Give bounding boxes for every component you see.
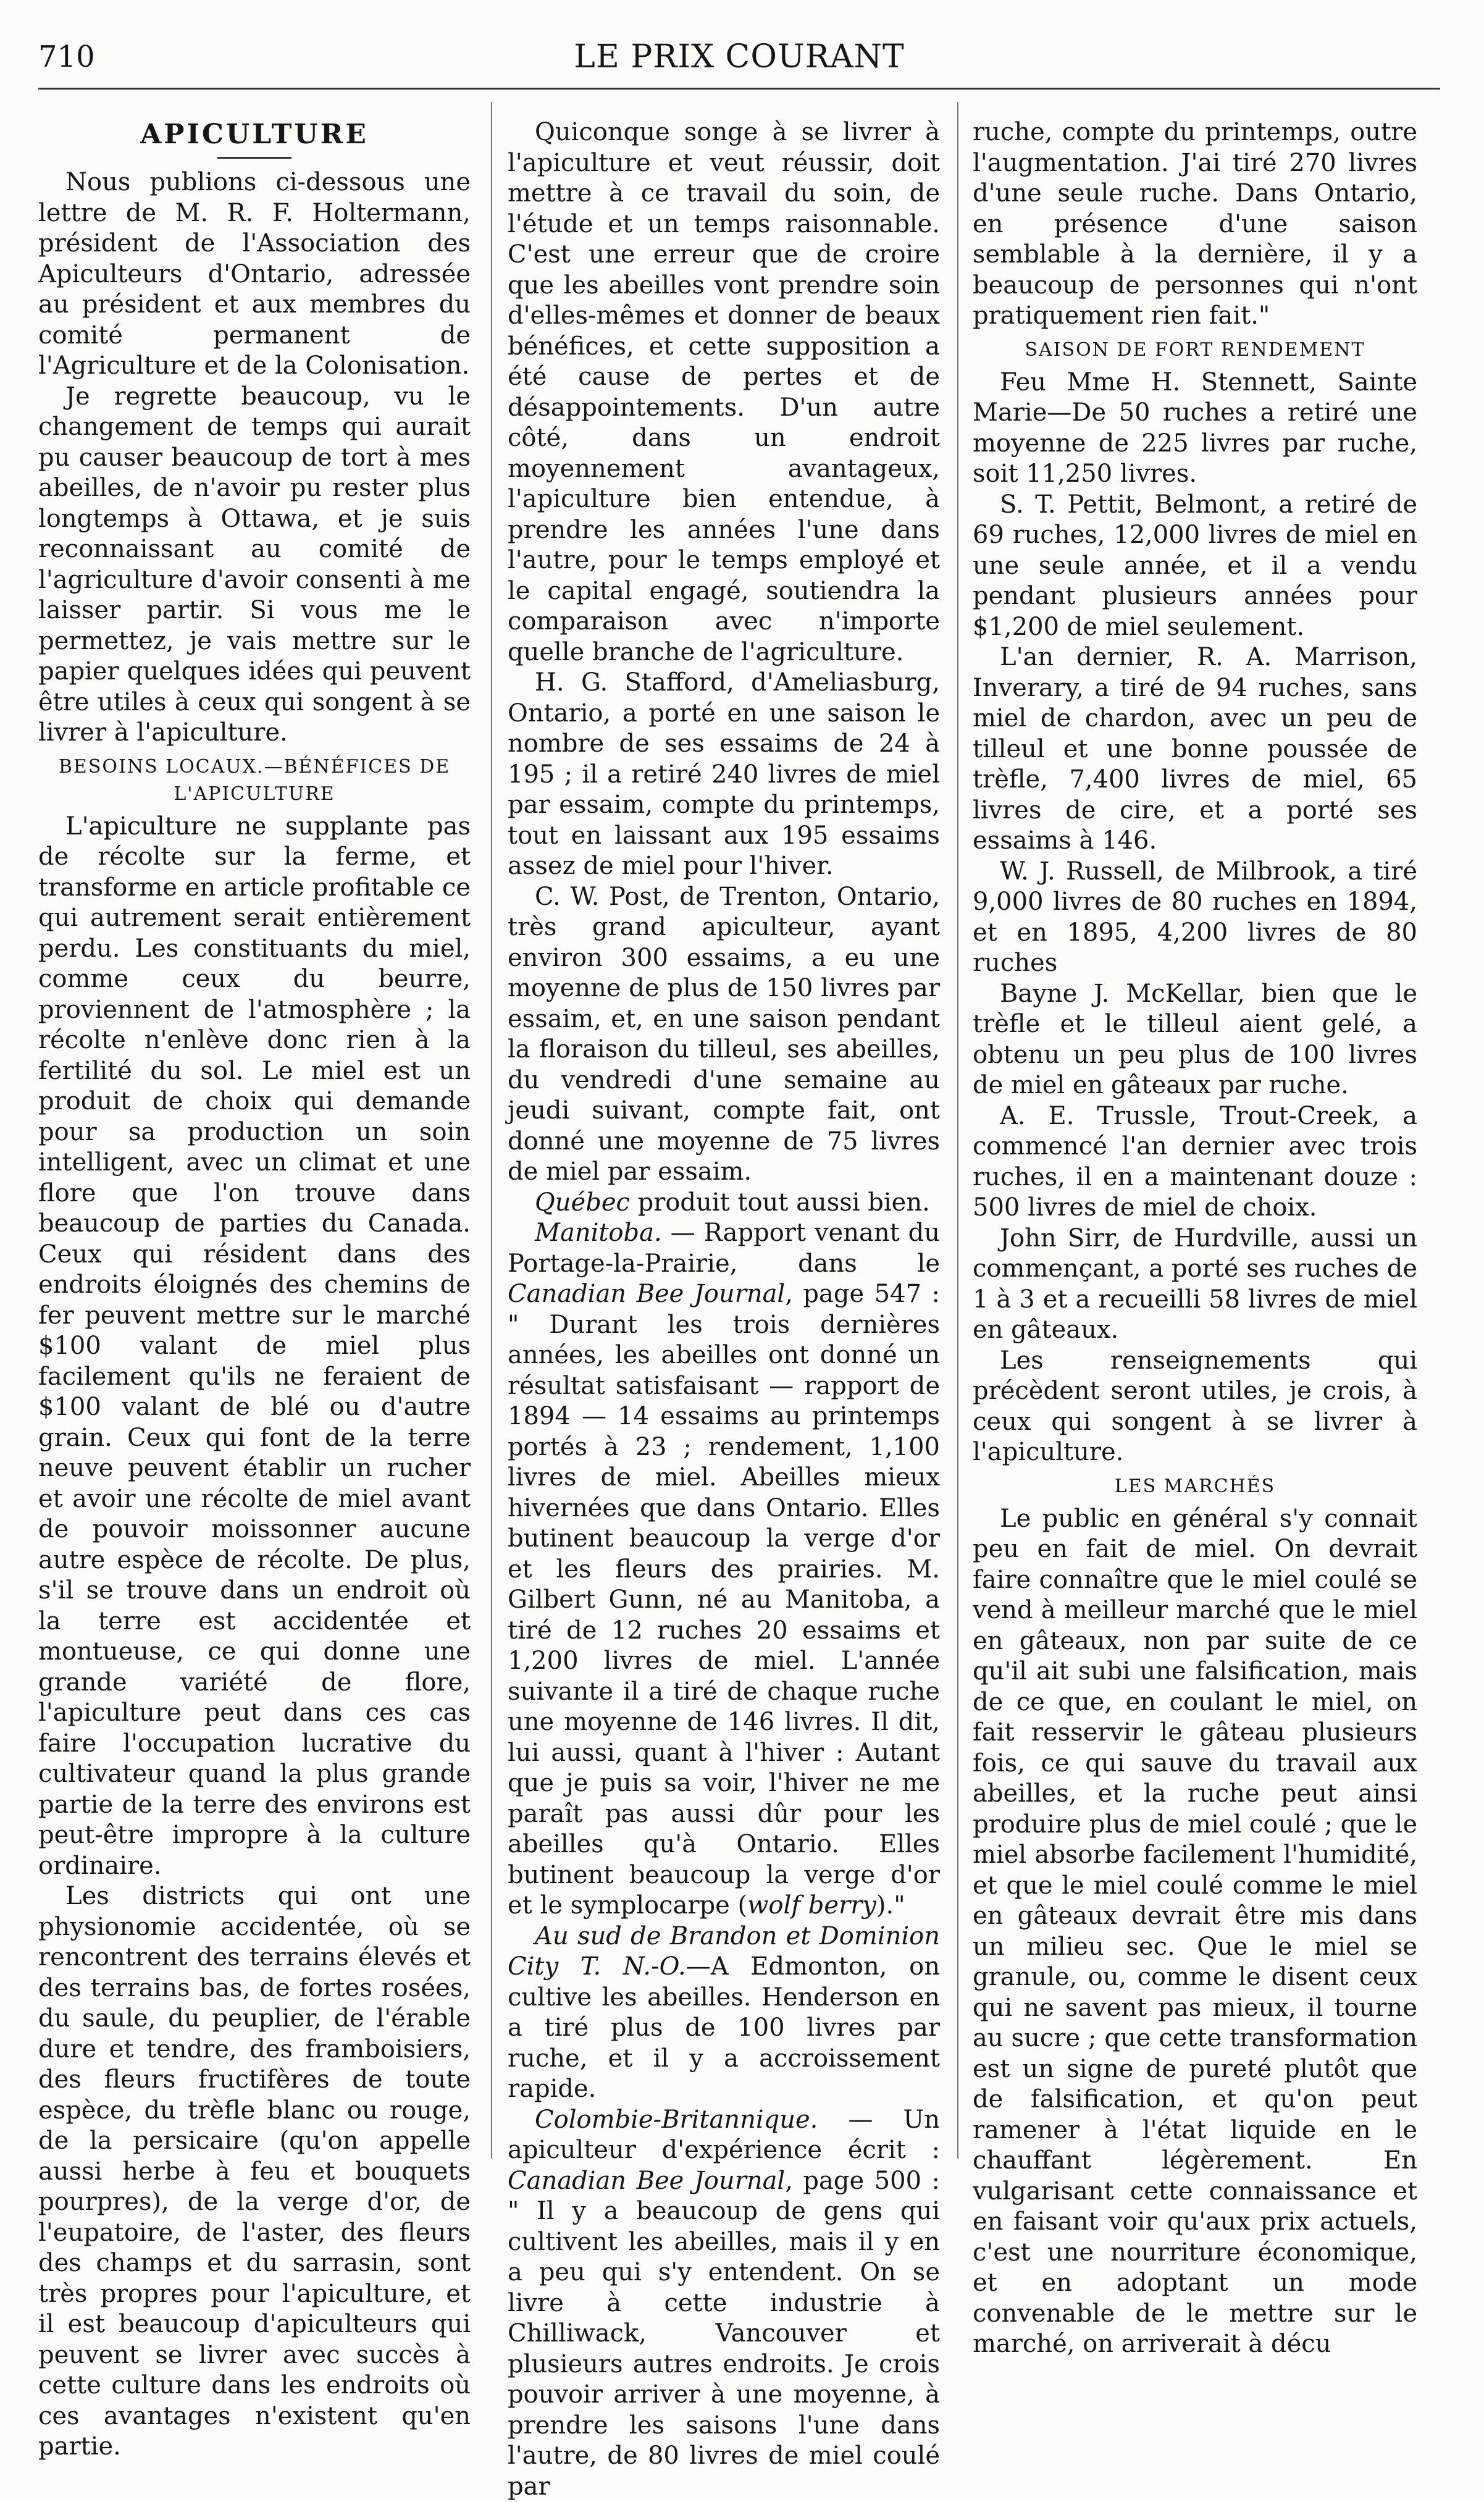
- header-rule: [38, 88, 1440, 90]
- paragraph: [508, 1218, 940, 1921]
- text: ).": [876, 1891, 905, 1920]
- text: , page 500 : " Il y a beaucoup de gens qui cultivent les abeilles, mais il y en a peu qui s'y entendent. On se livre à cette industrie à Chilliwack, Vancouver et plusieurs autres endroits. Je crois pouvoir arriver à une moyenne, à prendre les saisons l'une dans l'autre, de 80 livres de miel coulé par: [508, 2167, 940, 2501]
- column-3: [973, 117, 1417, 2143]
- italic-text: Canadian Bee Journal: [508, 2167, 785, 2195]
- paragraph: W. J. Russell, de Milbrook, a tiré 9,000 livres de 80 ruches en 1894, et en 1895, 4,200 livres de 80 ruches: [973, 857, 1417, 979]
- italic-text: Au sud de Brandon et Dominion City T. N.-O.: [508, 1922, 940, 1981]
- paragraph: Les renseignements qui précèdent seront utiles, je crois, à ceux qui songent à se livrer à l'apiculture.: [973, 1346, 1417, 1468]
- italic-text: Canadian Bee Journal: [508, 1280, 785, 1308]
- italic-text: Manitoba.: [535, 1219, 662, 1247]
- column-1: [38, 117, 471, 2143]
- paragraph: Quiconque songe à se livrer à l'apiculture et veut réussir, doit mettre à ce travail du soin, de l'étude et un temps raisonnable. C'est une erreur que de croire que les abeilles vont prendre soin d'elles-mêmes et donner de beaux bénéfices, et cette supposition a été cause de pertes et de désappointements. D'un autre côté, dans un endroit moyennement avantageux, l'apiculture bien entendue, à prendre les années l'une dans l'autre, pour le temps employé et le capital engagé, soutiendra la comparaison avec n'importe quelle branche de l'agriculture.: [508, 117, 940, 668]
- paragraph: ruche, compte du printemps, outre l'augmentation. J'ai tiré 270 livres d'une seule ruche. Dans Ontario, en présence d'une saison semblable à la dernière, il y a beaucoup de personnes qui n'ont pratiquement rien fait.": [973, 117, 1417, 332]
- text: — Un apiculteur d'expérience écrit :: [508, 2105, 940, 2165]
- text: — Rapport venant du Portage-la-Prairie, dans le: [508, 1219, 940, 1278]
- paragraph: Je regrette beaucoup, vu le changement de temps qui aurait pu causer beaucoup de tort à mes abeilles, de n'avoir pu rester plus longtemps à Ottawa, et je suis reconnaissant au comité de l'agriculture d'avoir consenti à me laisser partir. Si vous me le permettez, je vais mettre sur le papier quelques idées qui peuvent être utiles à ceux qui songent à se livrer à l'apiculture.: [38, 382, 471, 749]
- section-subhead: SAISON DE FORT RENDEMENT: [973, 337, 1417, 364]
- text: produit tout aussi bien.: [630, 1188, 930, 1217]
- text: , page 547 : " Durant les trois dernières années, les abeilles ont donné un résultat satisfaisant — rapport de 1894 — 14 essaims au printemps portés à 23 ; rendement, 1,100 livres de miel. Abeilles mieux hivernées que dans Ontario. Elles butinent beaucoup la verge d'or et les fleurs des prairies. M. Gilbert Gunn, né au Manitoba, a tiré de 12 ruches 20 essaims et 1,200 livres de miel. L'année suivante il a tiré de chaque ruche une moyenne de 146 livres. Il dit, lui aussi, quant à l'hiver : Autant que je puis sa voir, l'hiver ne me paraît pas aussi dûr pour les abeilles qu'à Ontario. Elles butinent beaucoup la verge d'or et le symplocarpe (: [508, 1280, 940, 1920]
- paragraph: Nous publions ci-dessous une lettre de M. R. F. Holtermann, président de l'Association des Apiculteurs d'Ontario, adressée au président et aux membres du comité permanent de l'Agriculture et de la Colonisation.: [38, 167, 471, 382]
- paragraph: L'apiculture ne supplante pas de récolte sur la ferme, et transforme en article profitable ce qui autrement serait entièrement perdu. Les constituants du miel, comme ceux du beurre, proviennent de l'atmosphère ; la récolte n'enlève donc rien à la fertilité du sol. Le miel est un produit de choix qui demande pour sa production un soin intelligent, avec un climat et une flore que l'on trouve dans beaucoup de parties du Canada. Ceux qui résident dans des endroits éloignés des chemins de fer peuvent mettre sur le marché $100 valant de miel plus facilement qu'ils ne feraient de $100 valant de blé ou d'autre grain. Ceux qui font de la terre neuve peuvent établir un rucher et avoir une récolte de miel avant de pouvoir moissonner aucune autre espèce de récolte. De plus, s'il se trouve dans un endroit où la terre est accidentée et montueuse, ce qui donne une grande variété de flore, l'apiculture peut dans ces cas faire l'occupation lucrative du cultivateur quand la plus grande partie de la terre des environs est peut-être impropre à la culture ordinaire.: [38, 812, 471, 1882]
- paragraph: Feu Mme H. Stennett, Sainte Marie—De 50 ruches a retiré une moyenne de 225 livres par ruche, soit 11,250 livres.: [973, 367, 1417, 490]
- paragraph: S. T. Pettit, Belmont, a retiré de 69 ruches, 12,000 livres de miel en une seule année, et il a vendu pendant plusieurs années pour $1,200 de miel seulement.: [973, 490, 1417, 643]
- paragraph: Bayne J. McKellar, bien que le trèfle et le tilleul aient gelé, a obtenu un peu plus de 100 livres de miel en gâteaux par ruche.: [973, 979, 1417, 1101]
- paragraph: A. E. Trussle, Trout-Creek, a commencé l'an dernier avec trois ruches, il en a maintenant douze : 500 livres de miel de choix.: [973, 1101, 1417, 1224]
- paragraph: [508, 1188, 940, 1219]
- page-number: 710: [38, 40, 95, 74]
- paragraph: Les districts qui ont une physionomie accidentée, où se rencontrent des terrains élevés et des terrains bas, de fortes rosées, du saule, du peuplier, de l'érable dure et tendre, des framboisiers, des fleurs fructifères de toute espèce, du trèfle blanc ou rouge, de la persicaire (qu'on appelle aussi herbe à feu et bouquets pourpres), de la verge d'or, de l'eupatoire, de l'aster, des fleurs des champs et du sarrasin, sont très propres pour l'apiculture, et il est beaucoup d'apiculteurs qui peuvent se livrer avec succès à cette culture dans les endroits où ces avantages n'existent qu'en partie.: [38, 1881, 471, 2462]
- section-subhead: BESOINS LOCAUX.—BÉNÉFICES DE L'APICULTURE: [38, 754, 471, 808]
- paragraph: L'an dernier, R. A. Marrison, Inverary, a tiré de 94 ruches, sans miel de chardon, avec un peu de tilleul et une bonne poussée de trèfle, 7,400 livres de miel, 65 livres de cire, et a porté ses essaims à 146.: [973, 642, 1417, 857]
- paragraph: H. G. Stafford, d'Ameliasburg, Ontario, a porté en une saison le nombre de ses essaims de 24 à 195 ; il a retiré 240 livres de miel par essaim, compte du printemps, tout en laissant aux 195 essaims assez de miel pour l'hiver.: [508, 668, 940, 882]
- italic-text: Colombie-Britannique.: [535, 2105, 818, 2134]
- title-rule: [217, 157, 291, 159]
- paragraph: John Sirr, de Hurdville, aussi un commençant, a porté ses ruches de 1 à 3 et a recueilli 58 livres de miel en gâteaux.: [973, 1224, 1417, 1346]
- paragraph: [508, 1921, 940, 2105]
- column-2: [508, 117, 940, 2143]
- text: —A Edmonton, on cultive les abeilles. Henderson en a tiré plus de 100 livres par ruche, et il y a accroissement rapide.: [508, 1952, 940, 2103]
- paragraph: [508, 2105, 940, 2502]
- column-divider: [491, 102, 492, 2159]
- paragraph: C. W. Post, de Trenton, Ontario, très grand apiculteur, ayant environ 300 essaims, a eu une moyenne de plus de 150 livres par essaim, et, en une saison pendant la floraison du tilleul, ses abeilles, du vendredi d'une semaine au jeudi suivant, compte fait, ont donné une moyenne de 75 livres de miel par essaim.: [508, 882, 940, 1188]
- article-title: APICULTURE: [38, 117, 471, 152]
- italic-text: Québec: [535, 1188, 630, 1217]
- section-subhead: LES MARCHÉS: [973, 1473, 1417, 1500]
- column-divider: [957, 102, 958, 2159]
- paragraph: Le public en général s'y connait peu en fait de miel. On devrait faire connaître que le miel coulé se vend à meilleur marché que le miel en gâteaux, non par suite de ce qu'il ait subi une falsification, mais de ce que, en coulant le miel, on fait resservir le gâteau plusieurs fois, ce qui sauve du travail aux abeilles, et la ruche peut ainsi produire plus de miel coulé ; que le miel absorbe facilement l'humidité, et que le miel coulé comme le miel en gâteaux devrait être mis dans un milieu sec. Que le miel se granule, ou, comme le disent ceux qui ne savent pas mieux, il tourne au sucre ; que cette transformation est un signe de pureté plutôt que de falsification, et qu'on peut ramener à l'état liquide en le chauffant légèrement. En vulgarisant cette connaissance et en faisant voir qu'aux prix actuels, c'est une nourriture économique, et en adoptant un mode convenable de le mettre sur le marché, on arriverait à décu: [973, 1504, 1417, 2360]
- italic-text: wolf berry: [747, 1891, 876, 1920]
- running-title: LE PRIX COURANT: [38, 40, 1440, 74]
- page-header: [38, 40, 1440, 89]
